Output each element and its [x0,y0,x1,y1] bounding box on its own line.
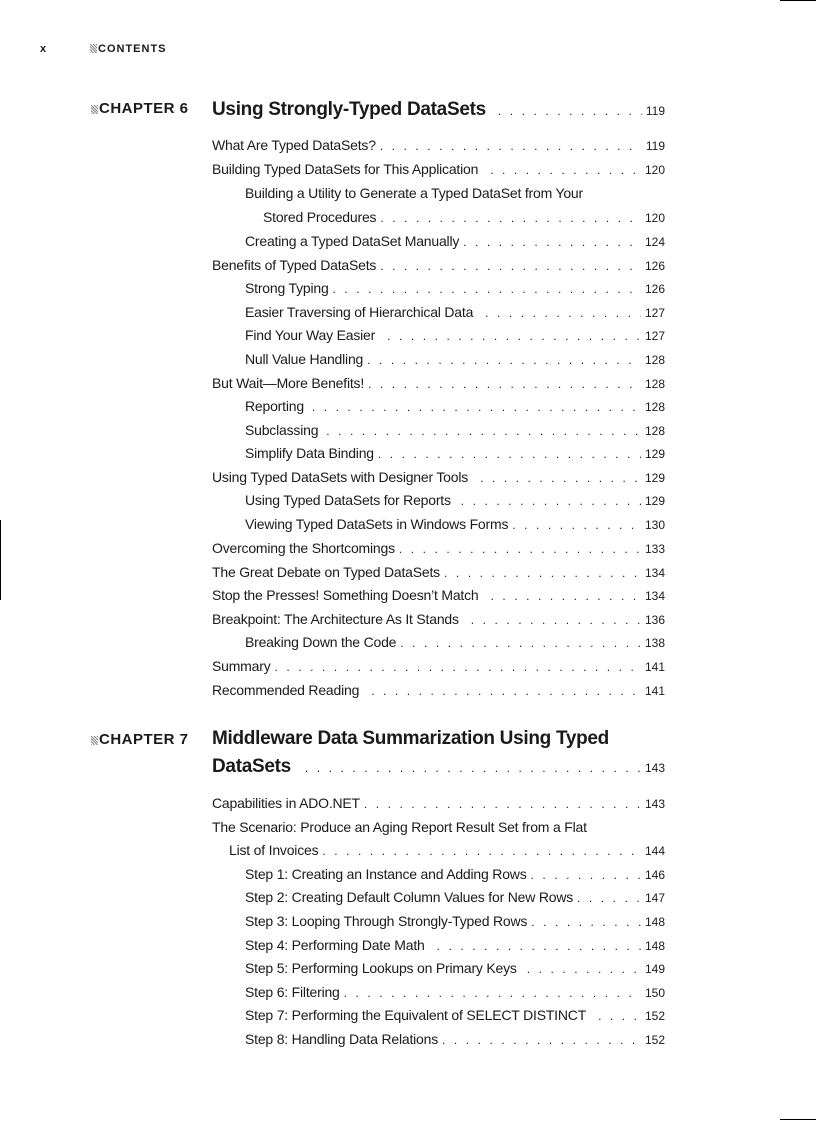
leader-dots [326,424,641,438]
leader-dots [437,939,641,953]
toc-entry[interactable]: What Are Typed DataSets? . . . 119 [212,137,665,157]
leader-dots [364,797,641,811]
toc-entry[interactable]: Building a Utility to Generate a Typed DataSet from Your [245,185,583,201]
page-number: 119 [645,104,665,118]
toc-entry[interactable]: Stop the Presses! Something Doesn’t Match . . . 134 [212,587,665,607]
leader-dots [463,235,641,249]
leader-dots [378,447,641,461]
leader-dots [371,684,641,698]
toc-entry[interactable]: Step 2: Creating Default Column Values for New Rows . . . 147 [245,889,665,909]
chapter-label: CHAPTER 6 [91,100,189,117]
leader-dots [498,104,642,118]
leader-dots [367,353,641,367]
toc-entry[interactable]: Breaking Down the Code . . . 138 [245,634,665,654]
crop-mark [780,1119,816,1120]
toc-entry[interactable]: Strong Typing . . . 126 [245,280,665,300]
leader-dots [305,761,641,775]
toc-entry[interactable]: The Great Debate on Typed DataSets . . . 134 [212,564,665,584]
page-number: 143 [644,761,665,775]
toc-entry[interactable]: Using Typed DataSets with Designer Tools . . . 129 [212,469,665,489]
crop-mark [780,0,816,1]
toc-entry[interactable]: Simplify Data Binding . . . 129 [245,445,665,465]
leader-dots [527,962,641,976]
leader-dots [333,282,641,296]
toc-entry[interactable]: Benefits of Typed DataSets . . . 126 [212,257,665,277]
leader-dots [312,400,641,414]
toc-entry[interactable]: Step 7: Performing the Equivalent of SELECT DISTINCT . . . 152 [245,1007,665,1027]
leader-dots [380,139,642,153]
leader-dots [531,868,641,882]
page-folio: x [40,43,48,55]
leader-dots [512,518,641,532]
leader-dots [598,1009,641,1023]
leader-dots [531,915,641,929]
leader-dots [485,306,641,320]
chapter-title-row[interactable] [212,99,665,125]
toc-entry[interactable]: Step 4: Performing Date Math . . . 148 [245,937,665,957]
leader-dots [380,259,641,273]
toc-entry[interactable]: Step 6: Filtering . . . 150 [245,984,665,1004]
leader-dots [577,891,641,905]
crop-mark [0,520,1,600]
toc-entry[interactable]: Step 8: Handling Data Relations . . . 152 [245,1031,665,1051]
toc-entry[interactable]: Summary . . . 141 [212,658,665,678]
toc-entry[interactable]: Stored Procedures . . . 120 [263,209,665,229]
toc-entry[interactable]: Subclassing . . . 128 [245,422,665,442]
leader-dots [480,471,641,485]
shade-mark-icon [90,44,97,53]
toc-entry[interactable]: List of Invoices . . . 144 [229,842,665,862]
leader-dots [471,613,641,627]
chapter-title: DataSets [212,756,291,777]
running-head-title: CONTENTS [90,43,167,55]
toc-entry[interactable]: Step 3: Looping Through Strongly-Typed Rows . . . 148 [245,913,665,933]
leader-dots [344,986,641,1000]
toc-entry[interactable]: Creating a Typed DataSet Manually . . . 124 [245,233,665,253]
toc-entry[interactable]: Building Typed DataSets for This Application . . . 120 [212,161,665,181]
leader-dots [322,844,641,858]
toc-entry[interactable]: Using Typed DataSets for Reports . . . 129 [245,492,665,512]
toc-entry[interactable]: But Wait—More Benefits! . . . 128 [212,375,665,395]
toc-entry[interactable]: Recommended Reading . . . 141 [212,682,665,702]
toc-entry[interactable]: Null Value Handling . . . 128 [245,351,665,371]
leader-dots [442,1033,641,1047]
shade-mark-icon [91,736,98,745]
toc-entry[interactable]: Step 5: Performing Lookups on Primary Keys . . . 149 [245,960,665,980]
toc-entry[interactable]: Overcoming the Shortcomings . . . 133 [212,540,665,560]
toc-entry[interactable]: Reporting . . . 128 [245,398,665,418]
chapter-label: CHAPTER 7 [91,731,189,748]
leader-dots [368,377,641,391]
toc-entry[interactable]: Easier Traversing of Hierarchical Data . . . 127 [245,304,665,324]
chapter-title-row[interactable] [212,756,665,782]
leader-dots [461,494,641,508]
toc-entry[interactable]: Viewing Typed DataSets in Windows Forms . . . 130 [245,516,665,536]
toc-entry[interactable]: Capabilities in ADO.NET . . . 143 [212,795,665,815]
leader-dots [491,589,641,603]
leader-dots [400,636,641,650]
leader-dots [275,660,641,674]
toc-entry[interactable]: Breakpoint: The Architecture As It Stands . . . 136 [212,611,665,631]
shade-mark-icon [91,105,98,114]
leader-dots [399,542,641,556]
toc-entry[interactable]: Step 1: Creating an Instance and Adding Rows . . . 146 [245,866,665,886]
leader-dots [387,329,641,343]
toc-entry[interactable]: Find Your Way Easier . . . 127 [245,327,665,347]
chapter-title: Using Strongly-Typed DataSets [212,99,486,120]
chapter-title[interactable]: Middleware Data Summarization Using Typed [212,728,609,749]
leader-dots [444,566,641,580]
leader-dots [380,211,641,225]
leader-dots [490,163,641,177]
toc-entry[interactable]: The Scenario: Produce an Aging Report Result Set from a Flat [212,819,587,835]
